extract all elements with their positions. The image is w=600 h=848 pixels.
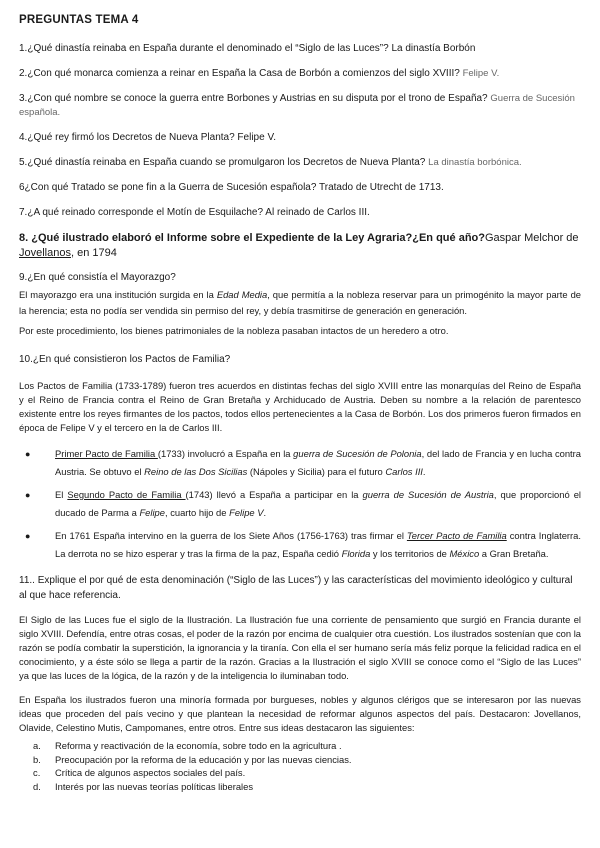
- list-item: [33, 766, 581, 780]
- text: (1733) involucró a España en la: [157, 448, 294, 459]
- question-5: [19, 156, 581, 170]
- answer-8-part1: Gaspar Melchor de: [484, 232, 579, 244]
- list-marker: a.: [33, 740, 41, 751]
- list-item-segundo-pacto: [25, 486, 581, 522]
- question-7-text: 7.¿A qué reinado corresponde el Motín de Esquilache?: [19, 207, 264, 218]
- list-item-primer-pacto: [25, 445, 581, 481]
- question-1: [19, 42, 581, 56]
- text: y los territorios de: [370, 548, 450, 559]
- italic-term: México: [449, 548, 480, 559]
- list-marker: d.: [33, 780, 41, 792]
- text: contra Inglaterra. La derrota no se hizo esperar y tras la firma de la paz, España cedió: [55, 530, 581, 559]
- answer-11-paragraph-1: El Siglo de las Luces fue el siglo de la Ilustración. La Ilustración fue una corriente de pensamiento que surgió en Francia durante el siglo XVIII. Defendía, entre otras cosas, el poder de la razón por encima de cualquier otra cuestión. Los ilustrados sostenían que con la razón se podía combatir la superstición, la ignorancia y la tiranía. Con ella el ser humano sería más feliz porque la felicidad radica en el conocimiento, y a éste sólo se llega a partir de la razón. Gracias a la Ilustración el siglo XVIII se conoce como el “Siglo de las Luces” ya que las luces de la lógica, de la razón y de la inteligencia lo iluminaban todo.: [19, 614, 581, 681]
- question-4-text: 4.¿Qué rey firmó los Decretos de Nueva Planta?: [19, 132, 235, 143]
- italic-term: Reino de las Dos Sicilias: [144, 466, 248, 477]
- question-8: [19, 231, 581, 261]
- list-item-tercer-pacto: [25, 527, 581, 563]
- answer-8-part2: , en 1794: [70, 247, 117, 259]
- question-2-text: 2.¿Con qué monarca comienza a reinar en España la Casa de Borbón a comienzos del siglo XVIII?: [19, 68, 463, 79]
- list-item-text: Crítica de algunos aspectos sociales del país.: [55, 767, 246, 778]
- question-5-text: 5.¿Qué dinastía reinaba en España cuando se promulgaron los Decretos de Nueva Planta?: [19, 157, 429, 168]
- answer-9-paragraph-2: Por este procedimiento, los bienes patrimoniales de la nobleza pasaban intactos de un heredero a otro.: [19, 325, 449, 336]
- answer-4: Felipe V.: [234, 132, 276, 143]
- italic-term: Carlos III: [385, 466, 423, 477]
- question-6-text: 6¿Con qué Tratado se pone fin a la Guerra de Sucesión española?: [19, 182, 317, 193]
- answer-1: La dinastía Borbón: [388, 43, 476, 54]
- question-6: [19, 181, 581, 195]
- text: En 1761 España intervino en la guerra de los Siete Años (1756-1763) tras firmar el: [55, 530, 407, 541]
- answer-5: La dinastía borbónica.: [428, 157, 522, 168]
- question-4: [19, 131, 581, 145]
- list-item-text: Interés por las nuevas teorías políticas liberales: [55, 780, 254, 792]
- italic-term: Felipe V: [229, 507, 264, 518]
- list-item-text: Preocupación por la reforma de la educación y por las nuevas ciencias.: [55, 753, 352, 765]
- answer-7: Al reinado de Carlos III.: [263, 207, 370, 218]
- question-7: [19, 206, 581, 220]
- pactos-list: [19, 445, 581, 563]
- list-marker: b.: [33, 753, 41, 765]
- question-9: 9.¿En qué consistía el Mayorazgo?: [19, 272, 176, 283]
- text: , que proporcionó el ducado de Parma a: [55, 489, 581, 518]
- text: (1743) llevó a España a participar en la: [185, 489, 363, 500]
- tercer-pacto-link[interactable]: Tercer Pacto de Familia: [406, 530, 507, 541]
- primer-pacto-link[interactable]: Primer Pacto de Familia: [55, 448, 158, 459]
- text: , del lado de Francia y en lucha contra Austria. Se obtuvo el: [55, 448, 581, 477]
- italic-term: guerra de Sucesión de Austria: [362, 489, 494, 500]
- list-marker: c.: [33, 767, 41, 778]
- edad-media-term: Edad Media: [216, 289, 268, 300]
- list-item-text: Reforma y reactivación de la economía, sobre todo en la agricultura .: [55, 740, 342, 751]
- document-title: PREGUNTAS TEMA 4: [19, 14, 139, 26]
- answer-6: Tratado de Utrecht de 1713.: [316, 182, 444, 193]
- bullet-icon: ●: [25, 531, 31, 541]
- segundo-pacto-link[interactable]: Segundo Pacto de Familia: [67, 489, 186, 500]
- text: a Gran Bretaña.: [479, 548, 549, 559]
- ideas-list: [19, 739, 581, 793]
- answer-10-intro: Los Pactos de Familia (1733-1789) fueron tres acuerdos en distintas fechas del siglo XVIII entre las monarquías del Reino de España y el Reino de Francia contra el Reino de Gran Bretaña y Archiducado de Austria. Deben su nombre a la relación de parentesco existente entre los reyes firmantes de los pactos, todos ellos pertenecientes a la Casa de Borbón. Los dos primeros fueron firmados en época de Felipe V y el tercero en la de Carlos III.: [19, 380, 581, 433]
- italic-term: Florida: [341, 548, 371, 559]
- bullet-icon: ●: [25, 490, 31, 500]
- list-item: [33, 753, 581, 767]
- question-11: 11.. Explique el por qué de esta denominación (“Siglo de las Luces”) y las características del movimiento ideológico y cultural al que hace referencia.: [19, 575, 573, 601]
- answer-9-text-a: El mayorazgo era una institución surgida en la: [19, 289, 217, 300]
- document-page: [19, 14, 581, 793]
- text: .: [422, 466, 426, 477]
- bullet-icon: ●: [25, 449, 31, 459]
- answer-9-paragraph-1: [19, 287, 581, 319]
- question-1-text: 1.¿Qué dinastía reinaba en España durante el denominado el “Siglo de las Luces”?: [19, 43, 389, 54]
- italic-term: Felipe: [139, 507, 165, 518]
- text: .: [263, 507, 267, 518]
- list-item: [33, 739, 581, 753]
- jovellanos-link[interactable]: Jovellanos: [19, 247, 71, 259]
- text: (Nápoles y Sicilia) para el futuro: [247, 466, 386, 477]
- question-8-text: 8. ¿Qué ilustrado elaboró el Informe sobre el Expediente de la Ley Agraria?¿En qué año?: [19, 232, 485, 244]
- question-2: [19, 67, 581, 81]
- text: , cuarto hijo de: [164, 507, 230, 518]
- answer-9-text-b: , que permitía a la nobleza reservar para un primogénito la mayor parte de la herencia; esta no podía ser vendida sin permiso del rey, y debía trasmitirse de generación en generación.: [19, 289, 581, 316]
- text: El: [55, 489, 68, 500]
- list-item: [33, 780, 581, 794]
- answer-3: Guerra de Sucesión española.: [19, 93, 575, 118]
- question-3: [19, 92, 581, 120]
- answer-2: Felipe V.: [462, 68, 500, 79]
- question-10: 10.¿En qué consistieron los Pactos de Familia?: [19, 354, 231, 365]
- answer-11-paragraph-2: En España los ilustrados fueron una minoría formada por burgueses, nobles y algunos clérigos que se interesaron por las nuevas ideas que proceden del país vecino y que plantean la necesidad de reformar algunos aspectos del país. Destacaron: Jovellanos, Olavide, Celestino Mutis, Campomanes, entre otros. Entre sus ideas destacaron las siguientes:: [19, 694, 581, 733]
- question-3-text: 3.¿Con qué nombre se conoce la guerra entre Borbones y Austrias en su disputa por el trono de España?: [19, 93, 491, 104]
- italic-term: guerra de Sucesión de Polonia: [293, 448, 422, 459]
